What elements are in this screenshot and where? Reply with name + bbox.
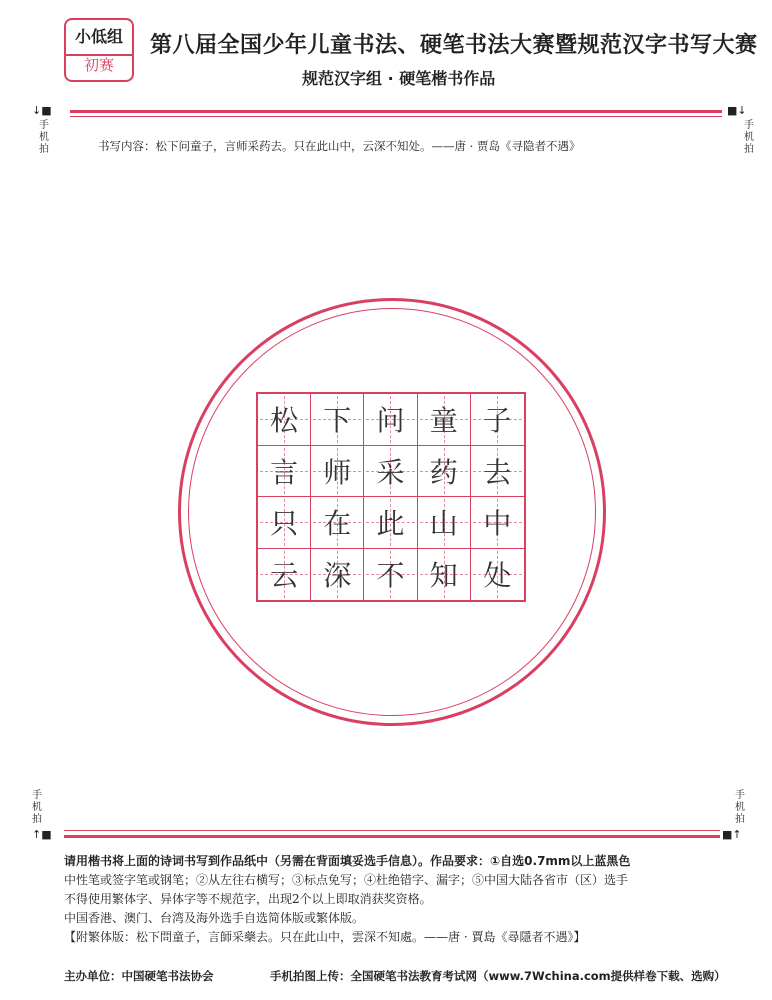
grid-cell: 问: [364, 394, 417, 446]
traditional-version-line: 【附繁体版：松下問童子，言師采藥去。只在此山中，雲深不知處。——唐 · 賈島《尋隱者不遇》】: [64, 930, 586, 944]
requirements-line: 不得使用繁体字、异体字等不规范字，出现2个以上即取消获奖资格。: [64, 892, 432, 906]
grid-cell: 童: [418, 394, 471, 446]
grid-cell: 采: [364, 446, 417, 498]
phone-shot-label-top-right: 手机拍: [744, 120, 754, 155]
camera-icon-bottom-left: ↑■: [32, 828, 52, 841]
top-rule-thick: [70, 110, 722, 113]
phone-shot-label-top-left: 手机拍: [39, 120, 49, 155]
grid-cell: 下: [311, 394, 364, 446]
phone-shot-label-bottom-right: 手机拍: [735, 790, 745, 825]
requirements-line: 中性笔或签字笔或钢笔；②从左往右横写；③标点免写；④杜绝错字、漏字；⑤中国大陆各省市（区）选手: [64, 873, 629, 887]
grid-cell: 此: [364, 497, 417, 549]
grid-cell: 处: [471, 549, 524, 601]
grid-cell: 药: [418, 446, 471, 498]
group-badge: [64, 18, 134, 82]
grid-cell: 山: [418, 497, 471, 549]
bottom-rule-thick: [64, 835, 720, 838]
grid-cell: 知: [418, 549, 471, 601]
grid-cell: 中: [471, 497, 524, 549]
grid-cell: 只: [258, 497, 311, 549]
phone-shot-label-bottom-left: 手机拍: [32, 790, 42, 825]
top-rule-thin: [70, 116, 722, 117]
calligraphy-grid: [256, 392, 526, 602]
grid-cell: 言: [258, 446, 311, 498]
grid-cell: 师: [311, 446, 364, 498]
requirements-line: 请用楷书将上面的诗词书写到作品纸中（另需在背面填妥选手信息）。作品要求：①自选0.7mm以上蓝黑色: [64, 854, 631, 868]
grid-cell: 在: [311, 497, 364, 549]
page-subtitle: 规范汉字组 · 硬笔楷书作品: [302, 69, 496, 88]
grid-cell: 子: [471, 394, 524, 446]
page-title: 第八届全国少年儿童书法、硬笔书法大赛暨规范汉字书写大赛: [150, 32, 758, 58]
bottom-rule-thin: [64, 830, 720, 831]
grid-cell: 不: [364, 549, 417, 601]
requirements-line: 中国香港、澳门、台湾及海外选手自选简体版或繁体版。: [64, 911, 365, 925]
requirements-text: [64, 852, 724, 947]
camera-icon-top-left: ↓■: [32, 104, 52, 117]
upload-info-text: 手机拍图上传：全国硬笔书法教育考试网（www.7Wchina.com提供样卷下载、选购）: [270, 969, 726, 983]
organizer-text: 主办单位：中国硬笔书法协会: [64, 969, 214, 983]
camera-icon-bottom-right: ■↑: [722, 828, 742, 841]
camera-icon-top-right: ■↓: [727, 104, 747, 117]
group-label: 小低组: [66, 20, 132, 56]
grid-cell: 去: [471, 446, 524, 498]
writing-content-line: 书写内容：松下问童子，言师采药去。只在此山中，云深不知处。——唐 · 贾岛《寻隐者不遇》: [98, 139, 581, 153]
grid-cell: 松: [258, 394, 311, 446]
round-label: 初赛: [83, 56, 114, 74]
grid-cell: 深: [311, 549, 364, 601]
grid-cell: 云: [258, 549, 311, 601]
